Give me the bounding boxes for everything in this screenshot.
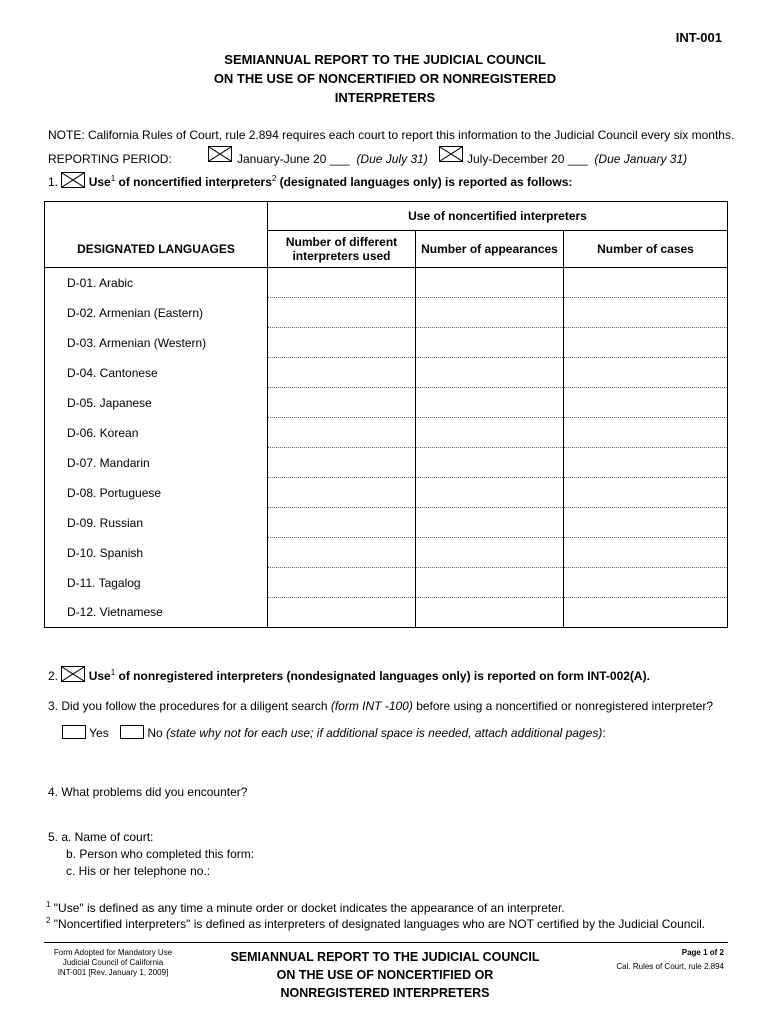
footnote2-text: is defined as interpreters of designated languages who are NOT certified by the Judicial Council. xyxy=(193,917,706,931)
cases-cell[interactable] xyxy=(564,328,728,358)
item1-number: 1. xyxy=(48,175,59,189)
period-jul-dec-year-blank: ___ xyxy=(567,152,588,166)
table-row xyxy=(45,418,728,448)
col-header-appearances: Number of appearances xyxy=(416,231,564,268)
reporting-period-label: REPORTING PERIOD: xyxy=(48,152,172,166)
language-label: D-08. Portuguese xyxy=(45,478,268,508)
language-label: D-11. Tagalog xyxy=(45,568,268,598)
language-label: D-05. Japanese xyxy=(45,388,268,418)
item1-sup-2: 2 xyxy=(271,174,277,183)
appearances-cell[interactable] xyxy=(416,418,564,448)
item1-text-use: Use xyxy=(88,175,111,189)
cases-cell[interactable] xyxy=(564,598,728,628)
item1-sup-1: 1 xyxy=(110,174,116,183)
interpreter-usage-table xyxy=(44,201,728,628)
appearances-cell[interactable] xyxy=(416,538,564,568)
language-label: D-06. Korean xyxy=(45,418,268,448)
footnote1-number: 1 xyxy=(46,900,51,909)
language-label: D-12. Vietnamese xyxy=(45,598,268,628)
footer-page-info xyxy=(616,946,724,974)
appearances-cell[interactable] xyxy=(416,508,564,538)
appearances-cell[interactable] xyxy=(416,268,564,298)
item1-checkbox[interactable] xyxy=(61,172,85,188)
form-title-line2: ON THE USE OF NONCERTIFIED OR NONREGISTERED xyxy=(213,71,557,86)
interpreters-cell[interactable] xyxy=(268,328,416,358)
table-row xyxy=(45,268,728,298)
table-body xyxy=(45,268,728,628)
interpreters-cell[interactable] xyxy=(268,418,416,448)
appearances-cell[interactable] xyxy=(416,388,564,418)
interpreters-cell[interactable] xyxy=(268,298,416,328)
language-label: D-10. Spanish xyxy=(45,538,268,568)
table-row xyxy=(45,388,728,418)
interpreters-cell[interactable] xyxy=(268,598,416,628)
item2-sup-1: 1 xyxy=(110,668,116,677)
language-label: D-04. Cantonese xyxy=(45,358,268,388)
cases-cell[interactable] xyxy=(564,508,728,538)
form-id: INT-001 xyxy=(675,30,722,45)
interpreters-cell[interactable] xyxy=(268,448,416,478)
table-row xyxy=(45,568,728,598)
cases-cell[interactable] xyxy=(564,298,728,328)
footer-form-adoption: Form Adopted for Mandatory Use Judicial Council of California INT-001 [Rev. January 1, 2009] xyxy=(53,948,173,977)
item5b-person-label: b. Person who completed this form: xyxy=(66,847,255,861)
item3-form-ref: (form INT -100) xyxy=(330,699,413,713)
appearances-cell[interactable] xyxy=(416,568,564,598)
language-label: D-02. Armenian (Eastern) xyxy=(45,298,268,328)
item1-text-rest: (designated languages only) is reported as follows: xyxy=(279,175,573,189)
item2-number: 2. xyxy=(48,669,59,683)
form-title-line1: SEMIANNUAL REPORT TO THE JUDICIAL COUNCIL xyxy=(224,52,546,67)
item3-yes-label: Yes xyxy=(89,726,109,740)
interpreters-cell[interactable] xyxy=(268,388,416,418)
table-row xyxy=(45,298,728,328)
table-row xyxy=(45,328,728,358)
interpreters-cell[interactable] xyxy=(268,268,416,298)
period-jul-dec-checkbox[interactable] xyxy=(439,146,463,163)
footer-divider xyxy=(44,942,728,943)
interpreters-cell[interactable] xyxy=(268,538,416,568)
table-row xyxy=(45,598,728,628)
footnote2-term: "Noncertified interpreters" xyxy=(53,917,191,931)
col-header-languages: DESIGNATED LANGUAGES xyxy=(45,202,268,268)
rule-reference: Cal. Rules of Court, rule 2.894 xyxy=(616,962,724,971)
period-jul-dec-label: July-December 20 xyxy=(467,152,565,166)
item3-yes-checkbox[interactable] xyxy=(62,725,86,739)
footer-form-title: SEMIANNUAL REPORT TO THE JUDICIAL COUNCIL ON THE USE OF NONCERTIFIED OR NONREGISTERED INTERPRETERS xyxy=(230,950,540,1000)
item3-no-checkbox[interactable] xyxy=(120,725,144,739)
table-row xyxy=(45,538,728,568)
page-number: Page 1 of 2 xyxy=(681,948,724,957)
note-text: NOTE: California Rules of Court, rule 2.894 requires each court to report this information to the Judicial Council every six months. xyxy=(48,128,735,142)
appearances-cell[interactable] xyxy=(416,478,564,508)
table-row xyxy=(45,508,728,538)
item1-text-noncertified: of noncertified interpreters xyxy=(118,175,272,189)
checked-x-icon xyxy=(208,146,232,162)
col-header-cases: Number of cases xyxy=(564,231,728,268)
appearances-cell[interactable] xyxy=(416,598,564,628)
cases-cell[interactable] xyxy=(564,538,728,568)
item2-checkbox[interactable] xyxy=(61,666,85,682)
period-jan-jun-checkbox[interactable] xyxy=(208,146,232,163)
item5a-court-name-label: 5. a. Name of court: xyxy=(48,830,154,844)
cases-cell[interactable] xyxy=(564,388,728,418)
form-title-line3: INTERPRETERS xyxy=(334,90,436,105)
interpreters-cell[interactable] xyxy=(268,508,416,538)
item5c-telephone-label: c. His or her telephone no.: xyxy=(66,864,211,878)
cases-cell[interactable] xyxy=(564,418,728,448)
language-label: D-01. Arabic xyxy=(45,268,268,298)
item4-question: 4. What problems did you encounter? xyxy=(48,785,248,799)
item2-text-use: Use xyxy=(88,669,111,683)
interpreters-cell[interactable] xyxy=(268,358,416,388)
appearances-cell[interactable] xyxy=(416,448,564,478)
item2-text-rest: of nonregistered interpreters (nondesignated languages only) is reported on form INT-002(A). xyxy=(118,669,650,683)
cases-cell[interactable] xyxy=(564,448,728,478)
table-row xyxy=(45,478,728,508)
period-jan-jun-label: January-June 20 xyxy=(237,152,327,166)
interpreters-cell[interactable] xyxy=(268,478,416,508)
interpreters-cell[interactable] xyxy=(268,568,416,598)
period-jul-dec-due: (Due January 31) xyxy=(594,152,688,166)
cases-cell[interactable] xyxy=(564,568,728,598)
item3-no-label: No xyxy=(147,726,163,740)
cases-cell[interactable] xyxy=(564,358,728,388)
language-label: D-07. Mandarin xyxy=(45,448,268,478)
item3-no-colon: : xyxy=(602,726,606,740)
cases-cell[interactable] xyxy=(564,268,728,298)
col-header-interpreters: Number of different interpreters used xyxy=(268,231,416,268)
footnote1-text: "Use" is defined as any time a minute order or docket indicates the appearance of an interpreter. xyxy=(53,901,565,915)
group-header-noncertified-use: Use of noncertified interpreters xyxy=(268,202,728,231)
item3-question-rest: before using a noncertified or nonregistered interpreter? xyxy=(416,699,714,713)
language-label: D-09. Russian xyxy=(45,508,268,538)
item3-no-note: (state why not for each use; if additional space is needed, attach additional pages) xyxy=(166,726,603,740)
appearances-cell[interactable] xyxy=(416,328,564,358)
period-jan-jun-year-blank: ___ xyxy=(329,152,350,166)
footnote2-number: 2 xyxy=(46,916,51,925)
checked-x-icon xyxy=(439,146,463,162)
appearances-cell[interactable] xyxy=(416,358,564,388)
period-jan-jun-due: (Due July 31) xyxy=(356,152,428,166)
appearances-cell[interactable] xyxy=(416,298,564,328)
item3-question: 3. Did you follow the procedures for a diligent search xyxy=(48,699,328,713)
table-row xyxy=(45,448,728,478)
language-label: D-03. Armenian (Western) xyxy=(45,328,268,358)
table-row xyxy=(45,358,728,388)
cases-cell[interactable] xyxy=(564,478,728,508)
